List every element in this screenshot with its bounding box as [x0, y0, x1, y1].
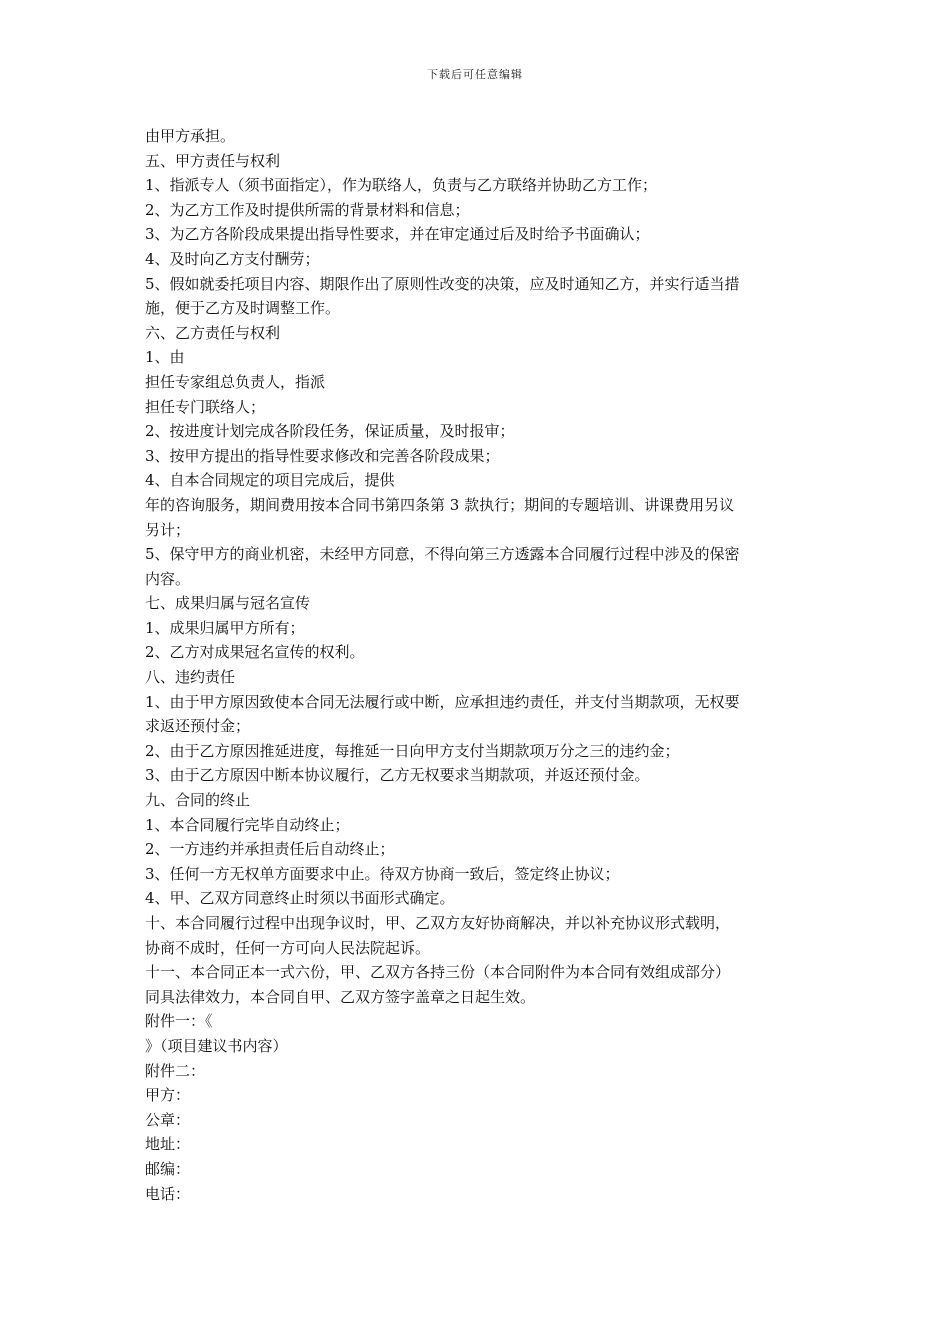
- text-line: 2、乙方对成果冠名宣传的权利。: [145, 643, 365, 662]
- text-line: 内容。: [145, 569, 191, 588]
- attachment-line: 附件二：: [145, 1061, 206, 1080]
- section-heading: 九、合同的终止: [145, 791, 251, 810]
- text-line: 1、由: [145, 348, 185, 367]
- attachment-line: 》（项目建议书内容）: [145, 1036, 288, 1055]
- text-line: 2、一方违约并承担责任后自动终止；: [145, 840, 395, 859]
- text-line: 3、按甲方提出的指导性要求修改和完善各阶段成果；: [145, 446, 500, 465]
- section-heading: 七、成果归属与冠名宣传: [145, 594, 311, 613]
- section-heading: 八、违约责任: [145, 668, 236, 687]
- signature-field: 地址：: [145, 1135, 191, 1154]
- text-line: 求返还预付金；: [145, 717, 251, 736]
- text-line: 3、任何一方无权单方面要求中止。待双方协商一致后，签定终止协议；: [145, 864, 620, 883]
- text-line: 1、由于甲方原因致使本合同无法履行或中断，应承担违约责任，并支付当期款项，无权要: [145, 692, 740, 711]
- text-line: 3、为乙方各阶段成果提出指导性要求，并在审定通过后及时给予书面确认；: [145, 225, 650, 244]
- text-line: 5、假如就委托项目内容、期限作出了原则性改变的决策，应及时通知乙方，并实行适当措: [145, 274, 740, 293]
- section-heading: 十、本合同履行过程中出现争议时，甲、乙双方友好协商解决，并以补充协议形式载明，: [145, 914, 731, 932]
- signature-field: 甲方：: [145, 1086, 191, 1105]
- text-line: 2、由于乙方原因推延进度，每推延一日向甲方支付当期款项万分之三的违约金；: [145, 741, 680, 760]
- text-line: 担任专家组总负责人，指派: [145, 372, 326, 391]
- text-line: 4、甲、乙双方同意终止时须以书面形式确定。: [145, 889, 455, 908]
- text-line: 年的咨询服务，期间费用按本合同书第四条第 3 款执行；期间的专题培训、讲课费用另议: [145, 495, 735, 514]
- text-line: 4、及时向乙方支付酬劳；: [145, 249, 320, 268]
- text-line: 担任专门联络人；: [145, 397, 266, 416]
- section-heading: 十一、本合同正本一式六份，甲、乙双方各持三份（本合同附件为本合同有效组成部分）: [145, 963, 731, 982]
- page-header: 下载后可任意编辑: [427, 68, 523, 81]
- signature-field: 公章：: [145, 1110, 191, 1129]
- text-line: 1、指派专人（须书面指定），作为联络人，负责与乙方联络并协助乙方工作；: [145, 176, 658, 195]
- text-line: 协商不成时，任何一方可向人民法院起诉。: [145, 938, 431, 957]
- signature-field: 邮编：: [145, 1159, 191, 1178]
- document-body: [145, 124, 810, 1206]
- text-line: 4、自本合同规定的项目完成后，提供: [145, 471, 395, 490]
- text-line: 2、按进度计划完成各阶段任务，保证质量，及时报审；: [145, 422, 515, 441]
- text-line: 1、成果归属甲方所有；: [145, 618, 305, 637]
- attachment-line: 附件一：《: [145, 1012, 213, 1031]
- text-line: 1、本合同履行完毕自动终止；: [145, 815, 350, 834]
- text-line: 2、为乙方工作及时提供所需的背景材料和信息；: [145, 200, 470, 219]
- text-line: 同具法律效力，本合同自甲、乙双方签字盖章之日起生效。: [145, 987, 536, 1006]
- text-line: 3、由于乙方原因中断本协议履行，乙方无权要求当期款项，并返还预付金。: [145, 766, 650, 785]
- text-line: 另计；: [145, 520, 191, 539]
- section-heading: 六、乙方责任与权利: [145, 323, 281, 342]
- text-line: 5、保守甲方的商业机密，未经甲方同意，不得向第三方透露本合同履行过程中涉及的保密: [145, 545, 740, 564]
- text-line: 施，便于乙方及时调整工作。: [145, 299, 341, 318]
- text-line: 由甲方承担。: [145, 127, 236, 145]
- signature-field: 电话：: [145, 1184, 191, 1203]
- section-heading: 五、甲方责任与权利: [145, 151, 281, 170]
